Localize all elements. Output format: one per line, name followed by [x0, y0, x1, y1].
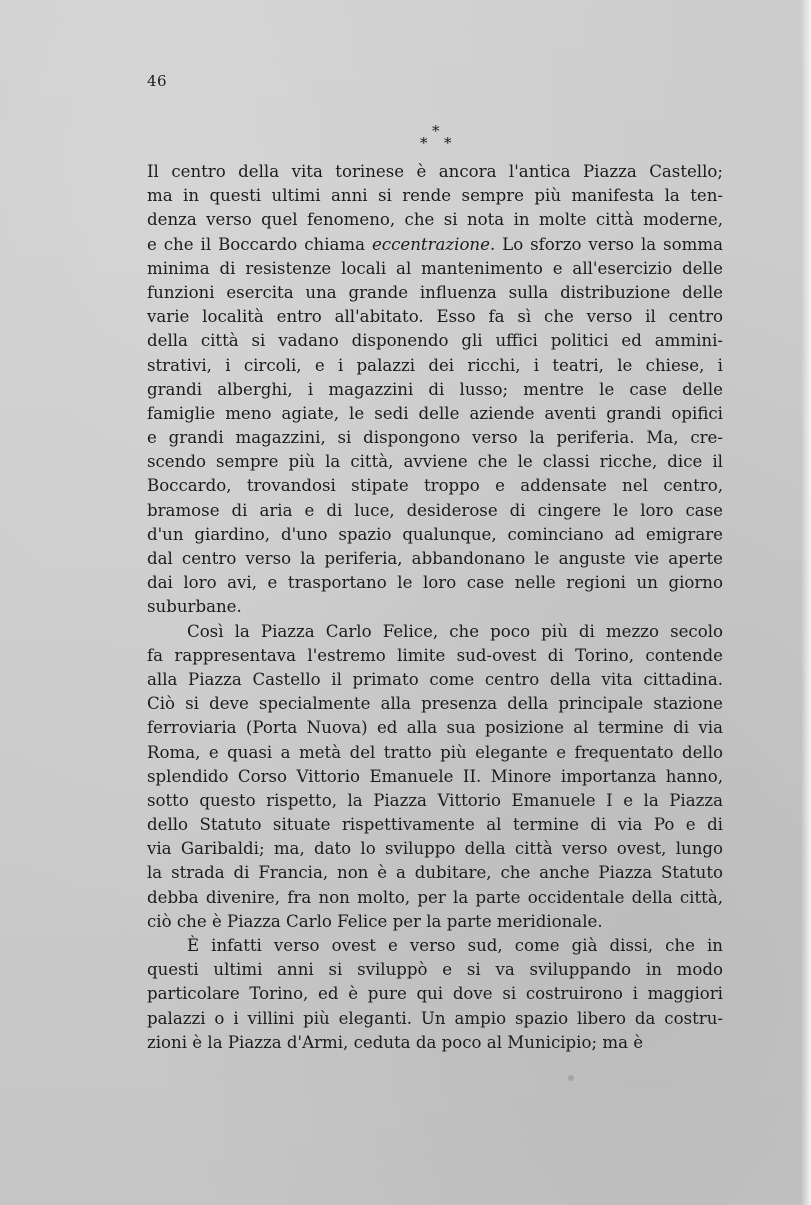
text-line: e grandi magazzini, si dispongono verso la periferia. Ma, cre- [147, 428, 723, 448]
paragraph [147, 620, 723, 934]
text-line: sotto questo rispetto, la Piazza Vittorio Emanuele I e la Piazza [147, 790, 723, 810]
asterism-star: * [444, 134, 452, 152]
text-line: dai loro avi, e trasportano le loro case nelle regioni un giorno [147, 573, 723, 593]
text-line: bramose di aria e di luce, desiderose di cingere le loro case [147, 500, 723, 520]
text-line: e che il Boccardo chiama eccentrazione. Lo sforzo verso la somma [147, 234, 723, 254]
text-line: ferroviaria (Porta Nuova) ed alla sua posizione al termine di via [147, 718, 723, 738]
paragraph [147, 934, 723, 1055]
text-line: minima di resistenze locali al mantenimento e all'esercizio delle [147, 258, 723, 278]
text-line: Così la Piazza Carlo Felice, che poco più di mezzo secolo [187, 621, 723, 641]
page-edge [801, 0, 811, 1205]
asterism-divider [400, 120, 472, 156]
text-line: È infatti verso ovest e verso sud, come già dissi, che in [187, 936, 723, 955]
text-line: particolare Torino, ed è pure qui dove si costruirono i maggiori [147, 984, 723, 1004]
text-line: palazzi o i villini più eleganti. Un ampio spazio libero da costru- [147, 1008, 723, 1028]
text-line: fa rappresentava l'estremo limite sud-ovest di Torino, contende [147, 645, 723, 665]
body-text [147, 160, 723, 1055]
text-line: Roma, e quasi a metà del tratto più elegante e frequentato dello [147, 742, 723, 762]
text-line: Ciò si deve specialmente alla presenza della principale stazione [147, 694, 723, 714]
text-line: questi ultimi anni si sviluppò e si va sviluppando in modo [147, 960, 723, 980]
text-line: famiglie meno agiate, le sedi delle aziende aventi grandi opifici [147, 403, 723, 423]
text-line: Il centro della vita torinese è ancora l'antica Piazza Castello; [147, 162, 723, 181]
text-line: via Garibaldi; ma, dato lo sviluppo della città verso ovest, lungo [147, 839, 723, 859]
text-line: la strada di Francia, non è a dubitare, che anche Piazza Statuto [147, 863, 723, 883]
text-line: Boccardo, trovandosi stipate troppo e addensate nel centro, [147, 476, 723, 496]
text-line: suburbane. [147, 597, 242, 617]
asterism-star: * [420, 134, 428, 152]
text-line: varie località entro all'abitato. Esso fa sì che verso il centro [147, 307, 723, 327]
text-line: dal centro verso la periferia, abbandonano le anguste vie aperte [147, 549, 723, 568]
text-line: d'un giardino, d'uno spazio qualunque, cominciano ad emigrare [147, 524, 723, 544]
text-line: grandi alberghi, i magazzini di lusso; mentre le case delle [147, 379, 723, 399]
text-line: denza verso quel fenomeno, che si nota in molte città moderne, [147, 210, 723, 230]
text-line: dello Statuto situate rispettivamente al termine di via Po e di [147, 815, 723, 835]
text-line: della città si vadano disponendo gli uffici politici ed ammini- [147, 331, 723, 351]
text-line: alla Piazza Castello il primato come centro della vita cittadina. [147, 669, 723, 689]
text-line: scendo sempre più la città, avviene che le classi ricche, dice il [147, 452, 723, 472]
paragraph [147, 160, 723, 620]
text-line: zioni è la Piazza d'Armi, ceduta da poco al Municipio; ma è [147, 1032, 644, 1052]
text-line: debba divenire, fra non molto, per la parte occidentale della città, [147, 887, 723, 907]
text-line: funzioni esercita una grande influenza sulla distribuzione delle [147, 282, 723, 302]
asterism-star: * [432, 122, 440, 140]
paper-smudge [568, 1075, 574, 1081]
text-line: ciò che è Piazza Carlo Felice per la parte meridionale. [147, 911, 603, 931]
text-line: ma in questi ultimi anni si rende sempre più manifesta la ten- [147, 186, 723, 206]
emphasized-term: eccentrazione [371, 234, 490, 254]
text-line: strativi, i circoli, e i palazzi dei ricchi, i teatri, le chiese, i [147, 355, 723, 375]
page-number: 46 [147, 72, 168, 90]
text-line: splendido Corso Vittorio Emanuele II. Minore importanza hanno, [147, 766, 723, 786]
